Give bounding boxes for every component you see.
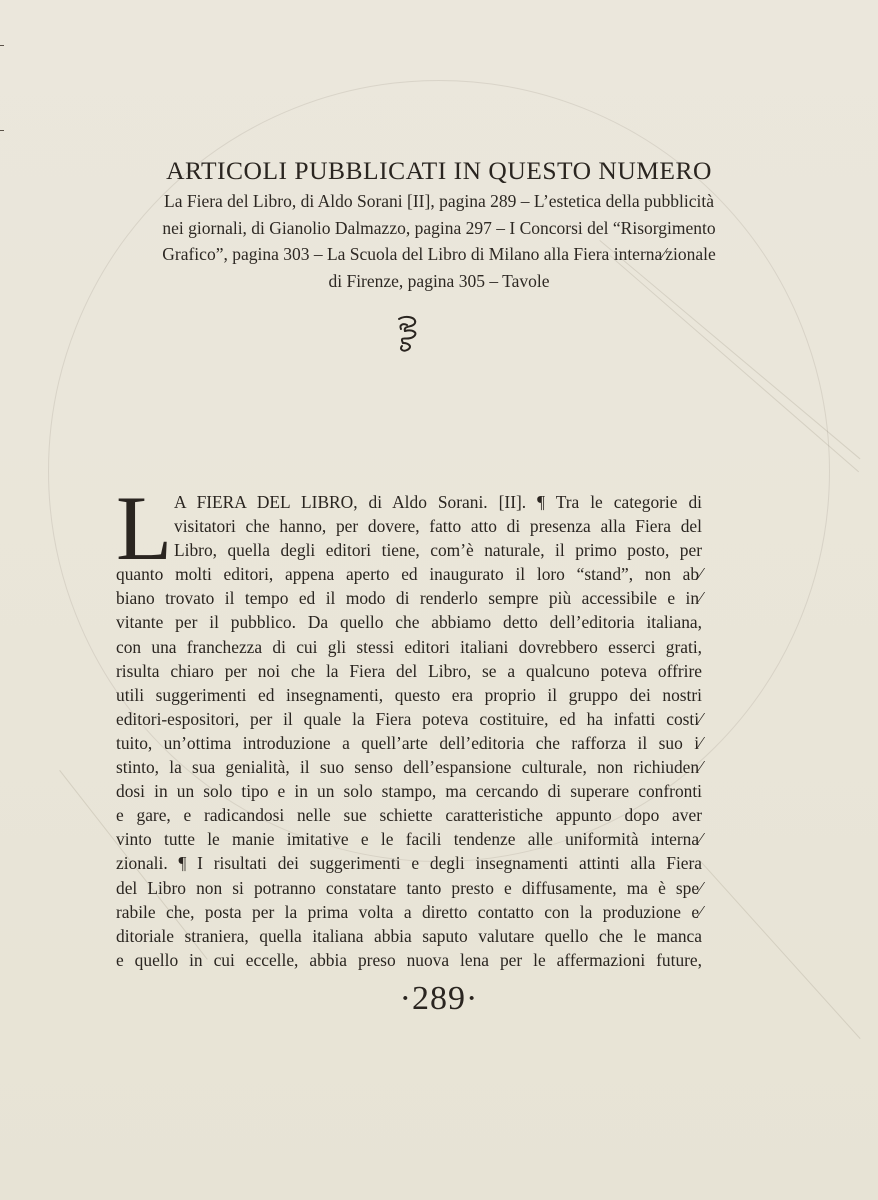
article-line: con una franchezza di cui gli stessi editori italiani dovrebbero esserci grati, <box>116 636 702 657</box>
article-line: vinto tutte le manie imitative e le facili tendenze alle uniformità interna⁄ <box>116 829 702 850</box>
article-line: dosi in un solo tipo e in un solo stampo, ma cercando di superare confronti <box>116 781 702 802</box>
margin-mark <box>0 45 4 46</box>
article-line: A FIERA DEL LIBRO, di Aldo Sorani. [II]. ¶ Tra le categorie di <box>174 492 702 512</box>
article-line: zionali. ¶ I risultati dei suggerimenti e degli insegnamenti attinti alla Fiera <box>116 853 702 874</box>
article-body <box>116 477 702 972</box>
article-line: e gare, e radicandosi nelle sue schiette caratteristiche appunto dopo aver <box>116 805 702 826</box>
article-line: stinto, la sua genialità, il suo senso dell’espansione culturale, non richiuden⁄ <box>116 757 702 778</box>
article-line: editori-espositori, per il quale la Fiera poteva costituire, ed ha infatti costi⁄ <box>116 708 702 729</box>
contents-title: ARTICOLI PUBBLICATI IN QUESTO NUMERO <box>166 156 712 185</box>
margin-mark <box>0 130 4 131</box>
article-line: del Libro non si potranno constatare tanto presto e diffusamente, ma è spe⁄ <box>116 877 702 898</box>
floral-ornament-icon <box>393 313 423 353</box>
article-line: ditoriale straniera, quella italiana abbia saputo valutare quello che le manca <box>116 925 702 946</box>
article-line: biano trovato il tempo ed il modo di renderlo sempre più accessibile e in⁄ <box>116 588 702 609</box>
contents-summary: La Fiera del Libro, di Aldo Sorani [II], pagina 289 – L’estetica della pubblicità nei giornali, di Gianolio Dalmazzo, pagina 297 – I Concorsi del “Risorgimento Grafico”, pagina 303 – La Scuola del Libro di Milano alla Fiera interna⁄zionale di Firenze, pagina 305 – Tavole <box>162 191 716 291</box>
article-line: e quello in cui eccelle, abbia preso nuova lena per le affermazioni future, <box>116 949 702 970</box>
article-line: tuito, un’ottima introduzione a quell’arte dell’editoria che rafforza il suo i⁄ <box>116 732 702 753</box>
article-line: quanto molti editori, appena aperto ed inaugurato il loro “stand”, non ab⁄ <box>116 564 702 585</box>
article-line: utili suggerimenti ed insegnamenti, questo era proprio il gruppo dei nostri <box>116 684 702 705</box>
contents-header <box>100 156 778 294</box>
article-line: risulta chiaro per noi che la Fiera del Libro, se a qualcuno poteva offrire <box>116 660 702 681</box>
page-number: ·289· <box>399 980 479 1017</box>
drop-cap-letter: L <box>116 477 173 579</box>
article-line: visitatori che hanno, per dovere, fatto atto di presenza alla Fiera del <box>174 516 702 537</box>
article-line: vitante per il pubblico. Da quello che abbiamo detto dell’editoria italiana, <box>116 612 702 633</box>
article-line: Libro, quella degli editori tiene, com’è naturale, il primo posto, per <box>174 540 702 561</box>
article-line: rabile che, posta per la prima volta a diretto contatto con la produzione e⁄ <box>116 901 702 922</box>
